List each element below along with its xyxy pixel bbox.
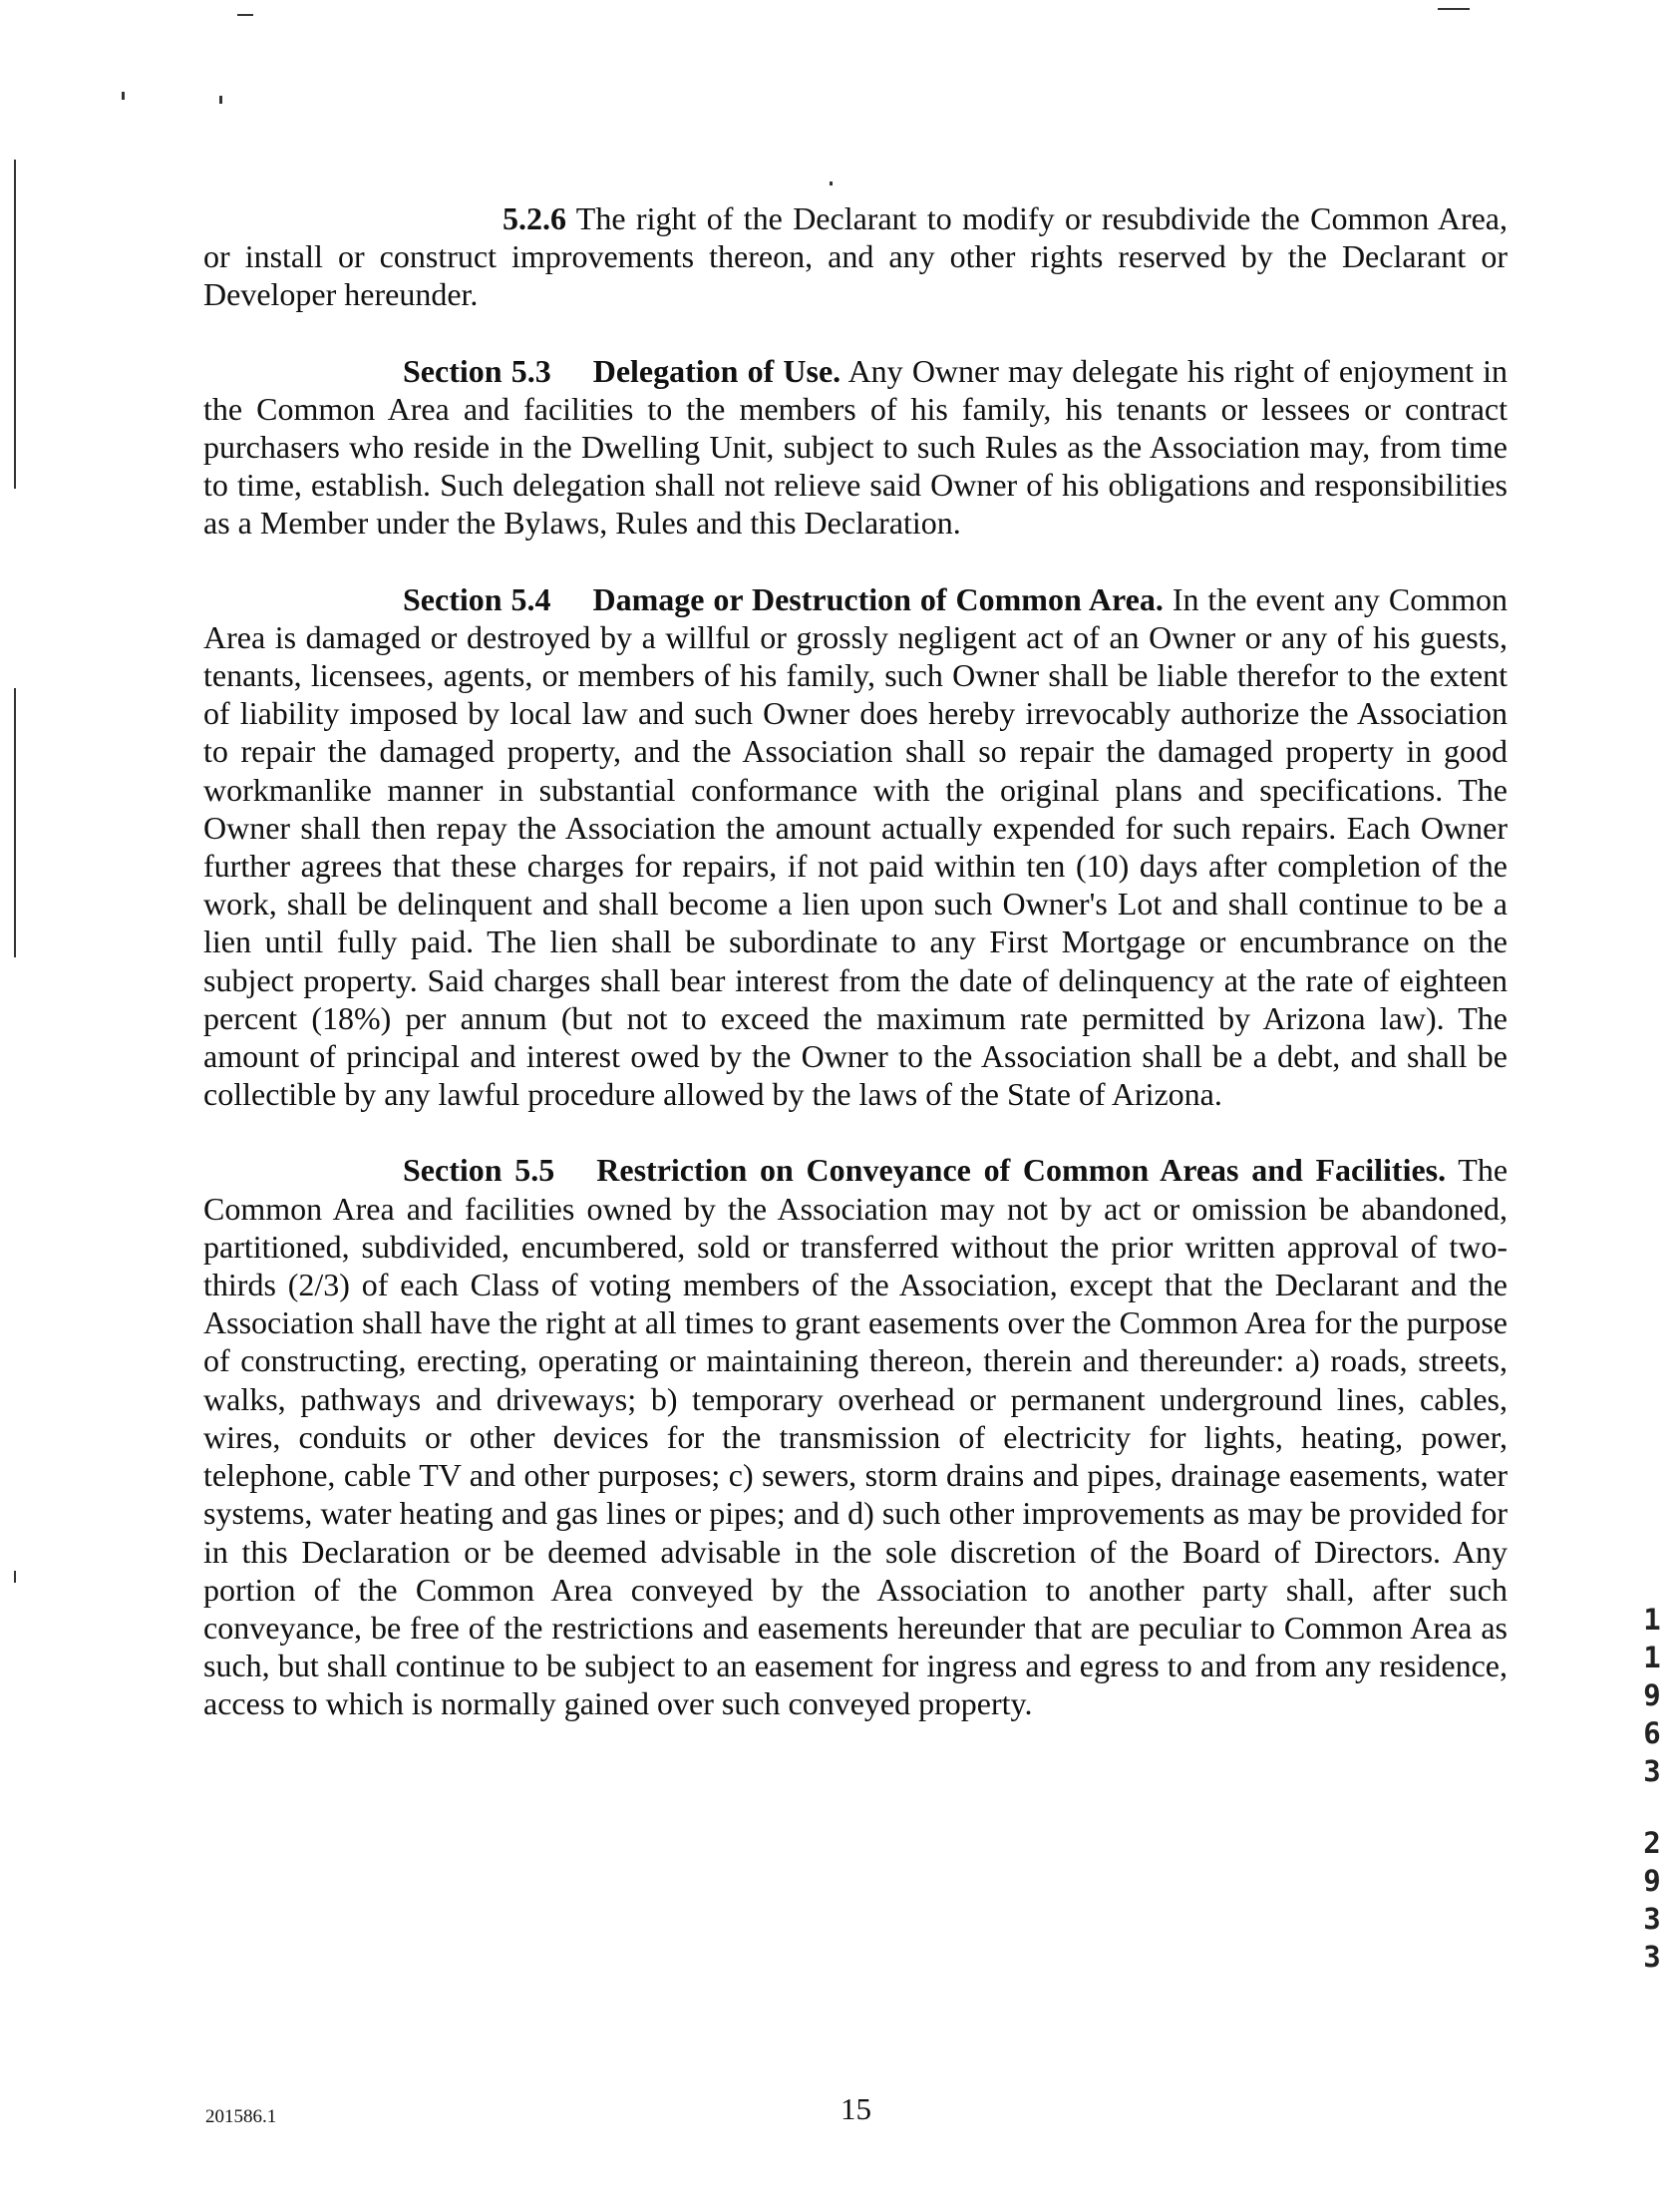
stamp-digit: 3 [1643, 1940, 1661, 1974]
scan-dot-2 [219, 96, 222, 104]
scan-mark-left-2 [14, 688, 16, 957]
recording-stamp [1637, 1601, 1667, 1976]
paragraph-5-2-6 [203, 199, 1508, 314]
document-body [203, 199, 1508, 1761]
scan-mark-left-1 [14, 160, 16, 489]
section-title: Damage or Destruction of Common Area. [592, 580, 1164, 617]
stamp-digit: 1 [1643, 1603, 1661, 1637]
stamp-digit: 3 [1643, 1902, 1661, 1936]
scan-mark-top-right [1438, 8, 1470, 10]
paragraph-text: The right of the Declarant to modify or resubdivide the Common Area, or install or construct improvements thereon, and any other rights reserved by the Declarant or Developer hereunder. [203, 200, 1509, 313]
section-number: Section 5.5 [403, 1152, 555, 1189]
section-number: Section 5.3 [403, 352, 551, 389]
section-5-3 [203, 352, 1508, 543]
paragraph-number: 5.2.6 [503, 200, 566, 236]
scan-dot-3 [830, 182, 833, 185]
stamp-digit: 1 [1643, 1641, 1661, 1674]
section-5-5 [203, 1151, 1508, 1722]
section-title: Restriction on Conveyance of Common Areas and Facilities. [596, 1152, 1447, 1189]
page-number: 15 [840, 2091, 871, 2126]
section-text: Any Owner may delegate his right of enjoyment in the Common Area and facilities to the members of his family, his tenants or lessees or contract purchasers who reside in the Dwelling Unit, subject to such Rules as the Association may, from time to time, establish. Such delegation shall not relieve said Owner of his obligations and responsibilities as a Member under the Bylaws, Rules and this Declaration. [203, 352, 1509, 542]
scan-mark-top [237, 14, 253, 16]
document-id: 201586.1 [205, 2106, 277, 2127]
stamp-digit: 3 [1643, 1754, 1661, 1788]
section-5-4 [203, 580, 1508, 1114]
stamp-digit: 2 [1643, 1826, 1661, 1860]
section-text: The Common Area and facilities owned by the Association may not by act or omission be abandoned, partitioned, subdivided, encumbered, sold or transferred without the prior written approval of two-thirds (2/3) of each Class of voting members of the Association, except that the Declarant and the Association shall have the right at all times to grant easements over the Common Area for the purpose of constructing, erecting, operating or maintaining thereon, therein and thereunder: a) roads, streets, walks, pathways and driveways; b) temporary overhead or permanent underground lines, cables, wires, conduits or other devices for the transmission of electricity for lights, heating, power, telephone, cable TV and other purposes; c) sewers, storm drains and pipes, drainage easements, water systems, water heating and gas lines or pipes; and d) such other improvements as may be provided for in this Declaration or be deemed advisable in the sole discretion of the Board of Directors. Any portion of the Common Area conveyed by the Association to another party shall, after such conveyance, be free of the restrictions and easements hereunder that are peculiar to Common Area as such, but shall continue to be subject to an easement for ingress and egress to and from any residence, access to which is normally gained over such conveyed property. [203, 1152, 1509, 1722]
stamp-digit: 9 [1643, 1678, 1661, 1712]
stamp-digit: 6 [1643, 1716, 1661, 1750]
section-text: In the event any Common Area is damaged or destroyed by a willful or grossly negligent act of an Owner or any of his guests, tenants, licensees, agents, or members of his family, such Owner shall be liable therefor to the extent of liability imposed by local law and such Owner does hereby irrevocably authorize the Association to repair the damaged property, and the Association shall so repair the damaged property in good workmanlike manner in substantial conformance with the original plans and specifications. The Owner shall then repay the Association the amount actually expended for such repairs. Each Owner further agrees that these charges for repairs, if not paid within ten (10) days after completion of the work, shall be delinquent and shall become a lien upon such Owner's Lot and shall continue to be a lien until fully paid. The lien shall be subordinate to any First Mortgage or encumbrance on the subject property. Said charges shall bear interest from the date of delinquency at the rate of eighteen percent (18%) per annum (but not to exceed the maximum rate permitted by Arizona law). The amount of principal and interest owed by the Owner to the Association shall be a debt, and shall be collectible by any lawful procedure allowed by the laws of the State of Arizona. [203, 580, 1509, 1113]
scan-dot-1 [122, 92, 125, 100]
stamp-digit: 9 [1643, 1864, 1661, 1898]
section-number: Section 5.4 [403, 580, 551, 617]
scan-mark-left-3 [14, 1571, 16, 1583]
section-title: Delegation of Use. [592, 352, 841, 389]
